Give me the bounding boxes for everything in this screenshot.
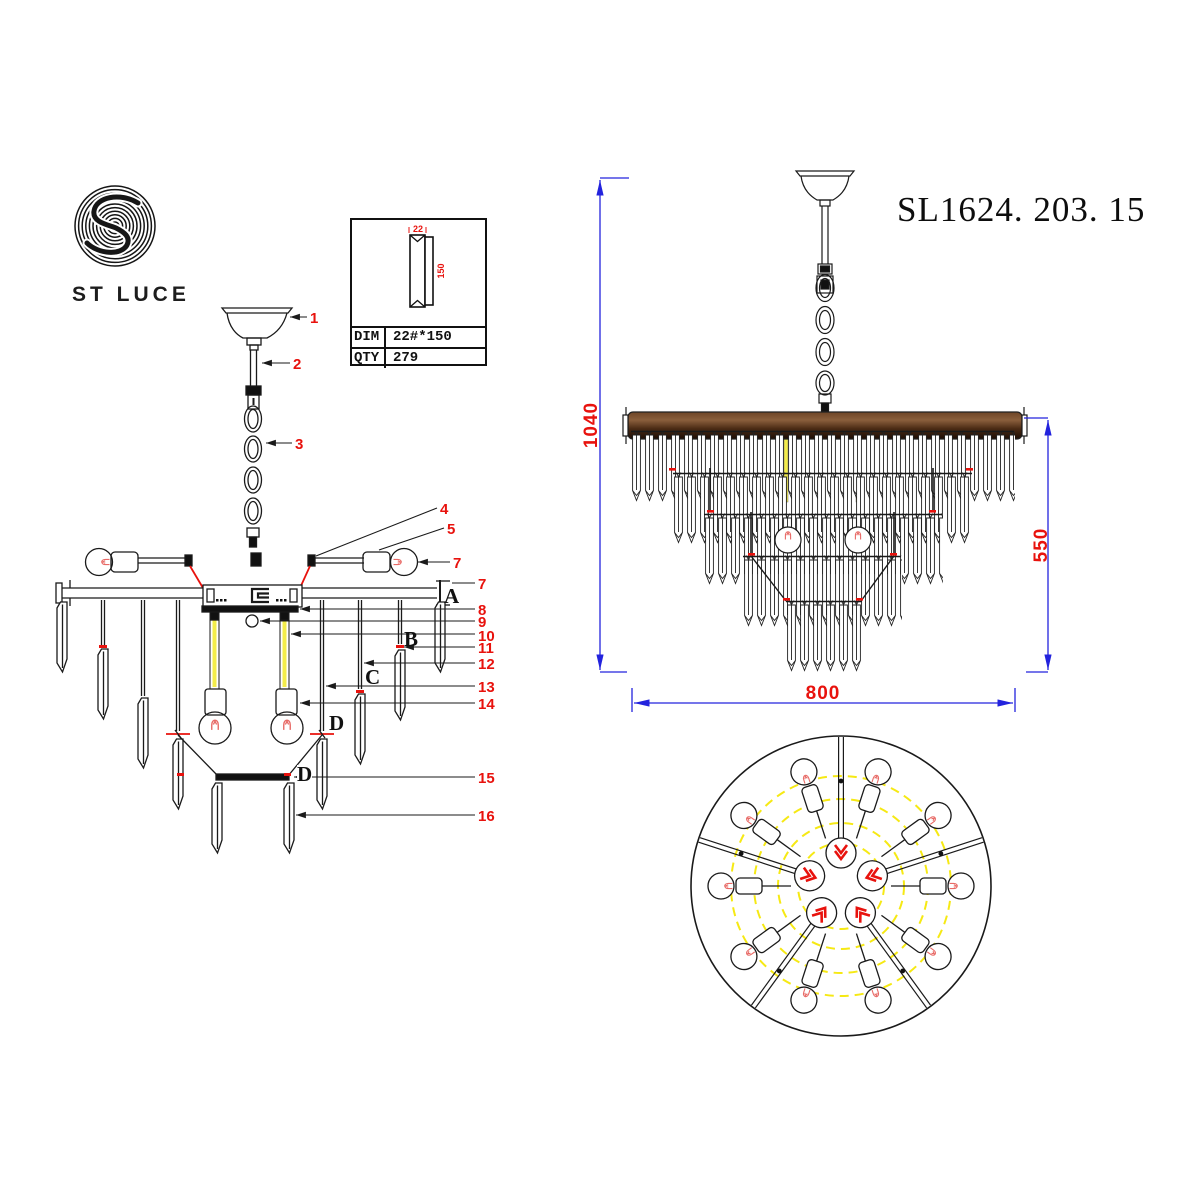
part-label-16: 16	[478, 808, 495, 825]
tier-letter-b: B	[404, 627, 419, 651]
part-label-7b: 7	[478, 576, 487, 593]
dim-value: 22#*150	[393, 329, 452, 345]
part-label-7a: 7	[453, 555, 462, 572]
qty-label: QTY	[352, 349, 386, 368]
tier-d-connector-left	[166, 730, 190, 738]
bottom-frame	[177, 735, 322, 853]
tier-letter-d1: D	[329, 711, 345, 735]
plan-center-lamps	[791, 838, 892, 934]
dimension-800	[632, 683, 1015, 712]
dimension-550	[1024, 418, 1052, 672]
plan-outer-lamps	[708, 755, 974, 1016]
arm-connector-mark-left	[190, 566, 203, 588]
qty-value: 279	[393, 350, 419, 366]
part-label-15: 15	[478, 770, 495, 787]
part-label-9: 9	[478, 614, 487, 631]
front-view-diagram	[581, 171, 1052, 712]
leader-lines	[260, 317, 475, 815]
part-label-1: 1	[310, 310, 319, 327]
part-label-10: 10	[478, 628, 495, 645]
suspension-rod-part	[246, 350, 261, 409]
part-label-13: 13	[478, 679, 495, 696]
front-crystal-tiers	[630, 430, 1015, 676]
dim-width: 800	[805, 683, 841, 704]
lamp-stem-left	[199, 612, 231, 744]
model-number: SL1624. 203. 15	[897, 190, 1146, 229]
part-label-5: 5	[447, 521, 456, 538]
tier-letter-a: A	[444, 584, 460, 608]
crystal-length-dim: 150	[436, 263, 446, 279]
front-canopy	[796, 171, 854, 206]
dimension-1040	[581, 178, 629, 672]
part-label-11: 11	[478, 640, 494, 657]
part-label-2: 2	[293, 356, 302, 373]
tier-letter-c: C	[365, 665, 381, 689]
tier-letter-d2: D	[297, 762, 313, 786]
dim-label: DIM	[352, 328, 386, 347]
lamp-stem-right	[271, 612, 303, 744]
dim-height-total: 1040	[581, 401, 602, 449]
part-label-4: 4	[440, 501, 449, 518]
front-rod-chain	[816, 206, 834, 412]
exploded-view-diagram	[56, 308, 495, 853]
brand-text: ST LUCE	[72, 283, 190, 306]
lamp-arm-left	[86, 549, 193, 576]
crystal-width-dim: 22	[412, 224, 424, 234]
part-label-14: 14	[478, 696, 495, 713]
chain-part	[245, 406, 262, 566]
part-label-12: 12	[478, 656, 495, 673]
canopy-part	[222, 308, 292, 350]
part-label-3: 3	[295, 436, 304, 453]
dim-body-height: 550	[1031, 527, 1052, 563]
part-label-8: 8	[478, 602, 487, 619]
plan-view-diagram	[691, 736, 991, 1036]
